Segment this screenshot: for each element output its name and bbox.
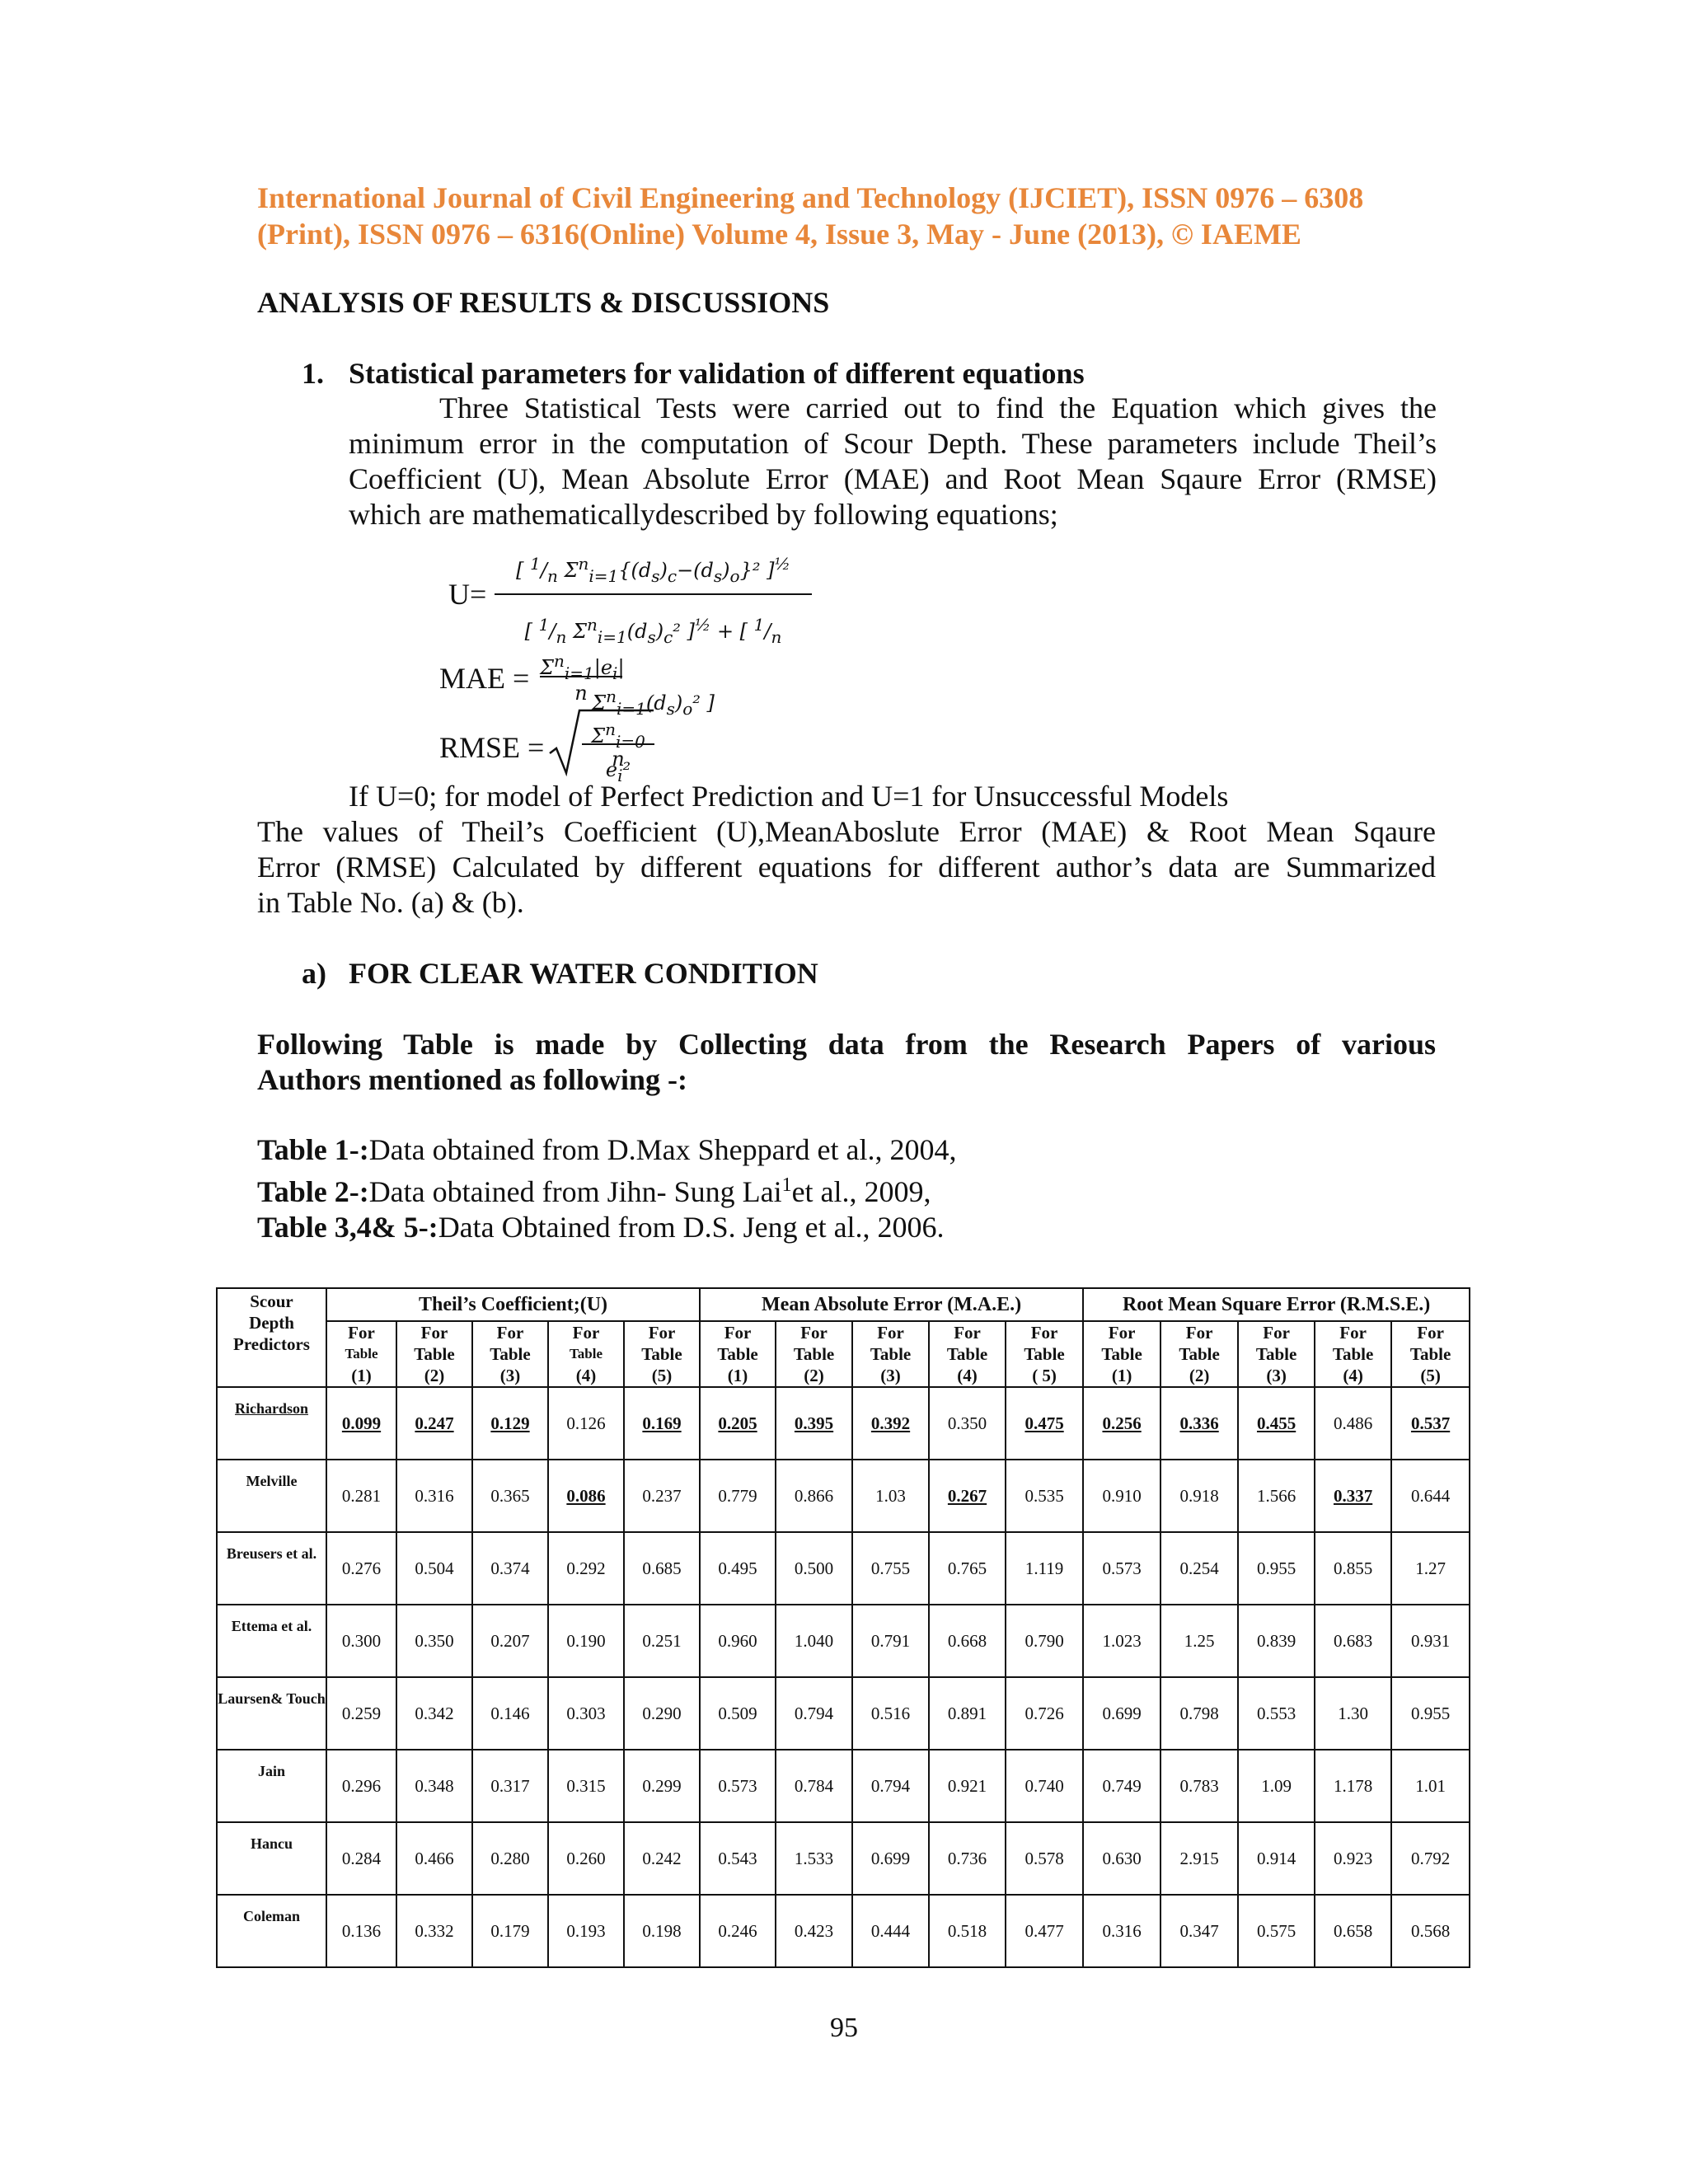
table-cell: 0.931 [1391, 1605, 1470, 1677]
table-cell: 0.423 [776, 1895, 852, 1967]
column-header: For Table (2) [396, 1321, 472, 1387]
column-header: For Table (3) [1238, 1321, 1315, 1387]
table-cell: 0.146 [472, 1677, 548, 1750]
table-cell: 0.260 [548, 1822, 624, 1895]
table-cell: 0.193 [548, 1895, 624, 1967]
group-header-theil: Theil’s Coefficient;(U) [326, 1288, 700, 1321]
paragraph-line: minimum error in the computation of Scour Depth. These parameters include Theil’s [349, 427, 1437, 460]
column-header: For Table ( 5) [1006, 1321, 1083, 1387]
table-cell: 0.685 [624, 1532, 700, 1605]
table-cell: 0.792 [1391, 1822, 1470, 1895]
paragraph-line: which are mathematicallydescribed by following equations; [349, 498, 1058, 531]
table-cell: 0.316 [396, 1460, 472, 1532]
u-interpretation: If U=0; for model of Perfect Prediction and U=1 for Unsuccessful Models [349, 780, 1229, 813]
table-row [217, 1387, 1470, 1460]
table-cell: 0.342 [396, 1677, 472, 1750]
section-title: ANALYSIS OF RESULTS & DISCUSSIONS [257, 286, 830, 319]
table-cell: 0.259 [326, 1677, 396, 1750]
u-numerator: [ $^1/_n$ $\Sigma^n_{i=1}\{(d_s)_c-(d_s)_o\}^2$ ]$^{\frac{1}{2}}$ [516, 554, 790, 586]
table-cell: 0.190 [548, 1605, 624, 1677]
table-cell: 1.03 [852, 1460, 929, 1532]
table-cell: 0.535 [1006, 1460, 1083, 1532]
corner-header: Scour Depth Predictors [217, 1288, 326, 1387]
column-header: For Table (1) [700, 1321, 776, 1387]
table-cell: 1.178 [1315, 1750, 1391, 1822]
table-cell: 1.01 [1391, 1750, 1470, 1822]
table-cell: 0.568 [1391, 1895, 1470, 1967]
table-cell: 1.27 [1391, 1532, 1470, 1605]
table-cell: 0.923 [1315, 1822, 1391, 1895]
table-cell: 0.500 [776, 1532, 852, 1605]
table-cell: 0.348 [396, 1750, 472, 1822]
journal-header-line-1: International Journal of Civil Engineering and Technology (IJCIET), ISSN 0976 – 6308 [257, 181, 1364, 214]
table-cell: 0.256 [1083, 1387, 1160, 1460]
table-column-header-row [217, 1321, 1470, 1387]
column-header: For Table (1) [326, 1321, 396, 1387]
table-cell: 0.169 [624, 1387, 700, 1460]
table-body [217, 1387, 1470, 1967]
source-item: Table 3,4& 5-:Data Obtained from D.S. Jeng et al., 2006. [257, 1211, 945, 1244]
column-header: For Table (3) [852, 1321, 929, 1387]
mae-numerator: $\Sigma^n_{i=1}|e_i|$ [540, 651, 625, 683]
table-cell: 0.644 [1391, 1460, 1470, 1532]
table-cell: 0.790 [1006, 1605, 1083, 1677]
table-cell: 0.740 [1006, 1750, 1083, 1822]
group-header-mae: Mean Absolute Error (M.A.E.) [700, 1288, 1083, 1321]
table-cell: 0.495 [700, 1532, 776, 1605]
table-head [217, 1288, 1470, 1387]
paragraph-line: Coefficient (U), Mean Absolute Error (MAE) and Root Mean Sqaure Error (RMSE) [349, 462, 1437, 495]
page-number: 95 [830, 2013, 858, 2043]
table-cell: 0.299 [624, 1750, 700, 1822]
table-cell: 0.736 [929, 1822, 1006, 1895]
table-cell: 0.516 [852, 1677, 929, 1750]
subsection-number: 1. [302, 357, 324, 390]
subsection-paragraph [349, 391, 1437, 532]
predictor-name: Jain [217, 1750, 326, 1822]
table-cell: 0.198 [624, 1895, 700, 1967]
table-cell: 0.237 [624, 1460, 700, 1532]
table-cell: 0.207 [472, 1605, 548, 1677]
table-cell: 0.179 [472, 1895, 548, 1967]
table-cell: 0.955 [1238, 1532, 1315, 1605]
table-cell: 0.296 [326, 1750, 396, 1822]
table-cell: 0.316 [1083, 1895, 1160, 1967]
table-cell: 1.25 [1160, 1605, 1238, 1677]
table-cell: 1.023 [1083, 1605, 1160, 1677]
results-table [216, 1287, 1470, 1968]
table-cell: 0.798 [1160, 1677, 1238, 1750]
table-cell: 0.960 [700, 1605, 776, 1677]
column-header: For Table (5) [1391, 1321, 1470, 1387]
subheading-a-title: FOR CLEAR WATER CONDITION [349, 957, 818, 990]
column-header: For Table (2) [1160, 1321, 1238, 1387]
journal-header [257, 180, 1436, 252]
table-cell: 0.317 [472, 1750, 548, 1822]
table-cell: 2.915 [1160, 1822, 1238, 1895]
subheading-a-label: a) [302, 957, 326, 990]
table-cell: 0.395 [776, 1387, 852, 1460]
journal-header-line-2: (Print), ISSN 0976 – 6316(Online) Volume 4, Issue 3, May - June (2013), © IAEME [257, 218, 1301, 251]
intro-line: Following Table is made by Collecting data from the Research Papers of various [257, 1028, 1436, 1061]
table-cell: 0.855 [1315, 1532, 1391, 1605]
table-cell: 0.246 [700, 1895, 776, 1967]
table-cell: 0.749 [1083, 1750, 1160, 1822]
table-cell: 0.486 [1315, 1387, 1391, 1460]
intro-line: Authors mentioned as following -: [257, 1063, 688, 1096]
table-cell: 1.30 [1315, 1677, 1391, 1750]
table-row [217, 1822, 1470, 1895]
table-cell: 0.699 [1083, 1677, 1160, 1750]
table-cell: 0.254 [1160, 1532, 1238, 1605]
source-list [257, 1132, 957, 1245]
table-cell: 0.504 [396, 1532, 472, 1605]
table-cell: 0.374 [472, 1532, 548, 1605]
table-cell: 0.914 [1238, 1822, 1315, 1895]
table-cell: 0.918 [1160, 1460, 1238, 1532]
table-cell: 0.350 [396, 1605, 472, 1677]
predictor-name: Ettema et al. [217, 1605, 326, 1677]
table-cell: 0.630 [1083, 1822, 1160, 1895]
table-cell: 1.040 [776, 1605, 852, 1677]
source-item: Table 2-:Data obtained from Jihn- Sung Lai$^1$et al., 2009, [257, 1174, 931, 1208]
table-cell: 0.337 [1315, 1460, 1391, 1532]
table-cell: 0.276 [326, 1532, 396, 1605]
table-cell: 0.303 [548, 1677, 624, 1750]
table-cell: 0.247 [396, 1387, 472, 1460]
table-cell: 1.119 [1006, 1532, 1083, 1605]
table-cell: 0.477 [1006, 1895, 1083, 1967]
table-cell: 0.347 [1160, 1895, 1238, 1967]
table-cell: 0.784 [776, 1750, 852, 1822]
table-cell: 0.791 [852, 1605, 929, 1677]
rmse-numerator: $\Sigma^n_{i=0}$ $e_i^2$ [591, 719, 645, 785]
table-row [217, 1532, 1470, 1605]
table-cell: 0.290 [624, 1677, 700, 1750]
column-header: For Table (4) [1315, 1321, 1391, 1387]
table-row [217, 1750, 1470, 1822]
rmse-formula [582, 715, 654, 785]
table-cell: 0.765 [929, 1532, 1006, 1605]
predictor-name: Breusers et al. [217, 1532, 326, 1605]
predictor-name: Coleman [217, 1895, 326, 1967]
table-row [217, 1460, 1470, 1532]
table-cell: 0.099 [326, 1387, 396, 1460]
table-cell: 0.658 [1315, 1895, 1391, 1967]
table-cell: 0.779 [700, 1460, 776, 1532]
table-cell: 0.315 [548, 1750, 624, 1822]
table-cell: 0.455 [1238, 1387, 1315, 1460]
table-cell: 0.866 [776, 1460, 852, 1532]
table-cell: 0.242 [624, 1822, 700, 1895]
table-cell: 0.668 [929, 1605, 1006, 1677]
table-cell: 0.891 [929, 1677, 1006, 1750]
subsection-title: Statistical parameters for validation of different equations [349, 357, 1085, 390]
table-cell: 0.509 [700, 1677, 776, 1750]
table-cell: 0.267 [929, 1460, 1006, 1532]
table-cell: 0.281 [326, 1460, 396, 1532]
mae-formula-label: MAE = [439, 662, 530, 695]
rmse-formula-label: RMSE = [439, 731, 545, 764]
paragraph-line: Three Statistical Tests were carried out to find the Equation which gives the [439, 391, 1437, 424]
source-item: Table 1-:Data obtained from D.Max Sheppard et al., 2004, [257, 1133, 957, 1166]
table-cell: 0.086 [548, 1460, 624, 1532]
paragraph-line: in Table No. (a) & (b). [257, 886, 524, 919]
table-cell: 0.726 [1006, 1677, 1083, 1750]
table-cell: 0.350 [929, 1387, 1006, 1460]
column-header: For Table (4) [929, 1321, 1006, 1387]
u-formula-label: U= [448, 578, 487, 611]
table-cell: 0.466 [396, 1822, 472, 1895]
table-cell: 0.284 [326, 1822, 396, 1895]
predictor-name: Melville [217, 1460, 326, 1532]
table-cell: 0.336 [1160, 1387, 1238, 1460]
table-cell: 0.537 [1391, 1387, 1470, 1460]
table-cell: 0.300 [326, 1605, 396, 1677]
column-header: For Table (4) [548, 1321, 624, 1387]
table-group-row [217, 1288, 1470, 1321]
table-cell: 0.921 [929, 1750, 1006, 1822]
table-cell: 0.392 [852, 1387, 929, 1460]
table-cell: 0.955 [1391, 1677, 1470, 1750]
table-cell: 0.578 [1006, 1822, 1083, 1895]
rmse-denominator: n [612, 748, 625, 771]
table-cell: 0.280 [472, 1822, 548, 1895]
table-cell: 0.573 [700, 1750, 776, 1822]
paragraph-line: Error (RMSE) Calculated by different equations for different author’s data are Summarized [257, 851, 1436, 883]
table-cell: 0.205 [700, 1387, 776, 1460]
table-cell: 0.129 [472, 1387, 548, 1460]
column-header: For Table (5) [624, 1321, 700, 1387]
table-cell: 0.755 [852, 1532, 929, 1605]
table-cell: 0.365 [472, 1460, 548, 1532]
table-cell: 0.251 [624, 1605, 700, 1677]
table-cell: 0.910 [1083, 1460, 1160, 1532]
table-cell: 0.126 [548, 1387, 624, 1460]
u-denominator: [ $^1/_n$ $\Sigma^n_{i=1}(d_s)_c^2$ ]$^{\frac{1}{2}}$ + [ $^1/_n$ $\Sigma^n_{i=1}(d_s)_o^2$ ] [524, 615, 782, 719]
paragraph-line: The values of Theil’s Coefficient (U),MeanAboslute Error (MAE) & Root Mean Sqaure [257, 815, 1436, 848]
table-cell: 0.839 [1238, 1605, 1315, 1677]
table-cell: 0.783 [1160, 1750, 1238, 1822]
table-cell: 1.566 [1238, 1460, 1315, 1532]
summary-paragraph [257, 814, 1436, 921]
table-row [217, 1895, 1470, 1967]
table-cell: 0.543 [700, 1822, 776, 1895]
table-cell: 0.699 [852, 1822, 929, 1895]
column-header: For Table (1) [1083, 1321, 1160, 1387]
table-cell: 0.553 [1238, 1677, 1315, 1750]
table-cell: 0.575 [1238, 1895, 1315, 1967]
table-row [217, 1677, 1470, 1750]
table-cell: 0.794 [852, 1750, 929, 1822]
data-source-intro [257, 1027, 1436, 1098]
mae-denominator: n [574, 682, 588, 705]
table-cell: 0.683 [1315, 1605, 1391, 1677]
table-cell: 0.136 [326, 1895, 396, 1967]
table-cell: 0.332 [396, 1895, 472, 1967]
table-cell: 0.292 [548, 1532, 624, 1605]
table-cell: 0.518 [929, 1895, 1006, 1967]
table-cell: 1.09 [1238, 1750, 1315, 1822]
column-header: For Table (2) [776, 1321, 852, 1387]
column-header: For Table (3) [472, 1321, 548, 1387]
table-cell: 0.794 [776, 1677, 852, 1750]
predictor-name: Laursen& Touch [217, 1677, 326, 1750]
table-row [217, 1605, 1470, 1677]
group-header-rmse: Root Mean Square Error (R.M.S.E.) [1083, 1288, 1470, 1321]
predictor-name: Richardson [217, 1387, 326, 1460]
table-cell: 1.533 [776, 1822, 852, 1895]
predictor-name: Hancu [217, 1822, 326, 1895]
mae-formula [540, 646, 625, 709]
table-cell: 0.444 [852, 1895, 929, 1967]
table-cell: 0.573 [1083, 1532, 1160, 1605]
table-cell: 0.475 [1006, 1387, 1083, 1460]
